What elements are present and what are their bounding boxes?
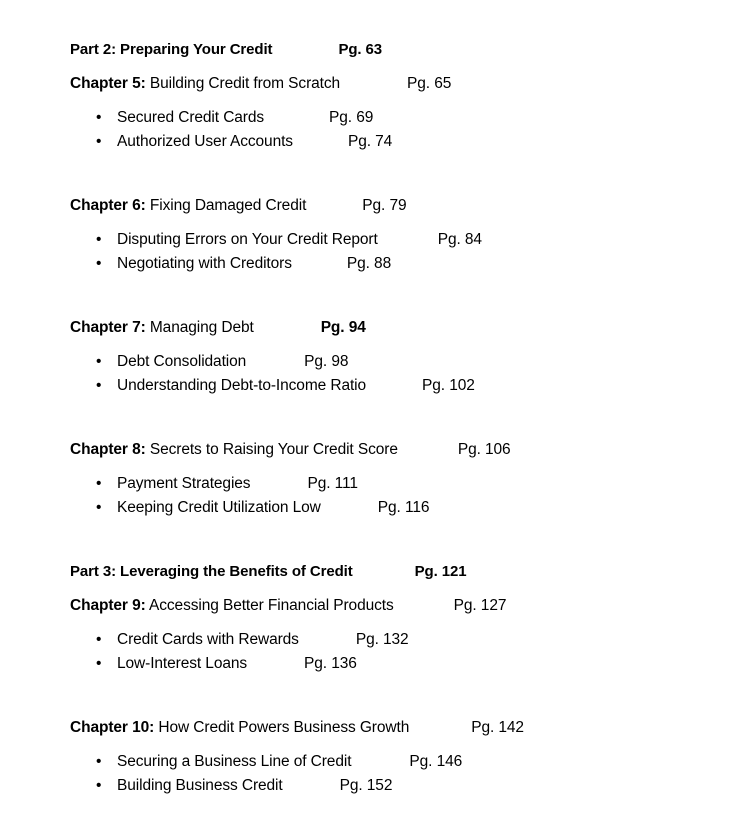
chapter-label: Chapter 6:: [70, 197, 146, 214]
part-heading[interactable]: [70, 561, 710, 583]
part-block: [70, 561, 710, 583]
topic-title: Negotiating with Creditors: [117, 255, 292, 272]
topic-title: Securing a Business Line of Credit: [117, 753, 352, 770]
chapter-label: Chapter 9:: [70, 597, 146, 614]
chapter-topic-list: [70, 628, 710, 676]
bullet-icon: •: [96, 377, 102, 394]
part-heading-label: Part 2: Preparing Your Credit: [70, 41, 273, 58]
bullet-icon: •: [96, 109, 102, 126]
list-item[interactable]: [70, 774, 710, 798]
bullet-icon: •: [96, 133, 102, 150]
topic-title: Low-Interest Loans: [117, 655, 248, 672]
topic-title: Authorized User Accounts: [117, 133, 293, 150]
chapter-title: Accessing Better Financial Products: [145, 597, 394, 614]
topic-title: Building Business Credit: [117, 777, 283, 794]
list-item[interactable]: [70, 228, 710, 252]
chapter-block: [70, 195, 710, 276]
chapter-title: Building Credit from Scratch: [145, 75, 341, 92]
bullet-icon: •: [96, 231, 102, 248]
part-heading[interactable]: [70, 39, 710, 61]
list-item[interactable]: [70, 652, 710, 676]
topic-page: Pg. 146: [409, 753, 463, 770]
topic-page: Pg. 152: [339, 777, 393, 794]
chapter-topic-list: [70, 106, 710, 154]
chapter-label: Chapter 8:: [70, 441, 146, 458]
chapter-page: Pg. 65: [407, 75, 452, 92]
topic-page: Pg. 136: [304, 655, 357, 672]
bullet-icon: •: [96, 753, 102, 770]
chapter-topic-list: [70, 228, 710, 276]
chapter-heading[interactable]: [70, 439, 710, 461]
list-item[interactable]: [70, 252, 710, 276]
topic-page: Pg. 98: [304, 353, 349, 370]
topic-title: Credit Cards with Rewards: [117, 631, 299, 648]
list-item[interactable]: [70, 374, 710, 398]
chapter-label: Chapter 7:: [70, 319, 146, 336]
chapter-block: [70, 73, 710, 154]
list-item[interactable]: [70, 130, 710, 154]
chapter-page: Pg. 79: [362, 197, 407, 214]
bullet-icon: •: [96, 631, 102, 648]
topic-title: Payment Strategies: [117, 475, 251, 492]
bullet-icon: •: [96, 499, 102, 516]
bullet-icon: •: [96, 777, 102, 794]
chapter-page: Pg. 142: [471, 719, 524, 736]
list-item[interactable]: [70, 472, 710, 496]
chapter-heading[interactable]: [70, 73, 710, 95]
chapter-title: How Credit Powers Business Growth: [154, 719, 410, 736]
topic-title: Debt Consolidation: [117, 353, 247, 370]
chapter-title: Managing Debt: [145, 319, 254, 336]
list-item[interactable]: [70, 628, 710, 652]
toc-content: [70, 39, 710, 798]
topic-title: Disputing Errors on Your Credit Report: [117, 231, 378, 248]
chapter-label: Chapter 10:: [70, 719, 155, 736]
topic-page: Pg. 69: [329, 109, 374, 126]
chapter-block: [70, 317, 710, 398]
topic-page: Pg. 132: [355, 631, 409, 648]
topic-page: Pg. 102: [422, 377, 475, 394]
chapter-block: [70, 717, 710, 798]
part-block: [70, 39, 710, 61]
list-item[interactable]: [70, 106, 710, 130]
chapter-label: Chapter 5:: [70, 75, 146, 92]
list-item[interactable]: [70, 496, 710, 520]
chapter-topic-list: [70, 472, 710, 520]
bullet-icon: •: [96, 353, 102, 370]
chapter-title: Fixing Damaged Credit: [145, 197, 307, 214]
chapter-heading[interactable]: [70, 317, 710, 339]
chapter-topic-list: [70, 350, 710, 398]
topic-title: Keeping Credit Utilization Low: [117, 499, 321, 516]
chapter-title: Secrets to Raising Your Credit Score: [145, 441, 398, 458]
topic-page: Pg. 116: [377, 499, 430, 516]
chapter-page: Pg. 106: [457, 441, 511, 458]
bullet-icon: •: [96, 255, 102, 272]
topic-title: Understanding Debt-to-Income Ratio: [117, 377, 367, 394]
chapter-page: Pg. 94: [320, 319, 366, 336]
chapter-topic-list: [70, 750, 710, 798]
chapter-heading[interactable]: [70, 595, 710, 617]
chapter-heading[interactable]: [70, 717, 710, 739]
chapter-page: Pg. 127: [453, 597, 507, 614]
part-heading-label: Part 3: Leveraging the Benefits of Credit: [70, 563, 353, 580]
list-item[interactable]: [70, 750, 710, 774]
topic-page: Pg. 111: [307, 475, 358, 492]
chapter-block: [70, 595, 710, 676]
topic-page: Pg. 88: [346, 255, 392, 272]
list-item[interactable]: [70, 350, 710, 374]
chapter-block: [70, 439, 710, 520]
topic-page: Pg. 74: [347, 133, 393, 150]
topic-page: Pg. 84: [437, 231, 482, 248]
chapter-heading[interactable]: [70, 195, 710, 217]
bullet-icon: •: [96, 475, 102, 492]
topic-title: Secured Credit Cards: [117, 109, 265, 126]
part-heading-page: Pg. 63: [338, 41, 383, 58]
bullet-icon: •: [96, 655, 102, 672]
part-heading-page: Pg. 121: [414, 563, 467, 580]
